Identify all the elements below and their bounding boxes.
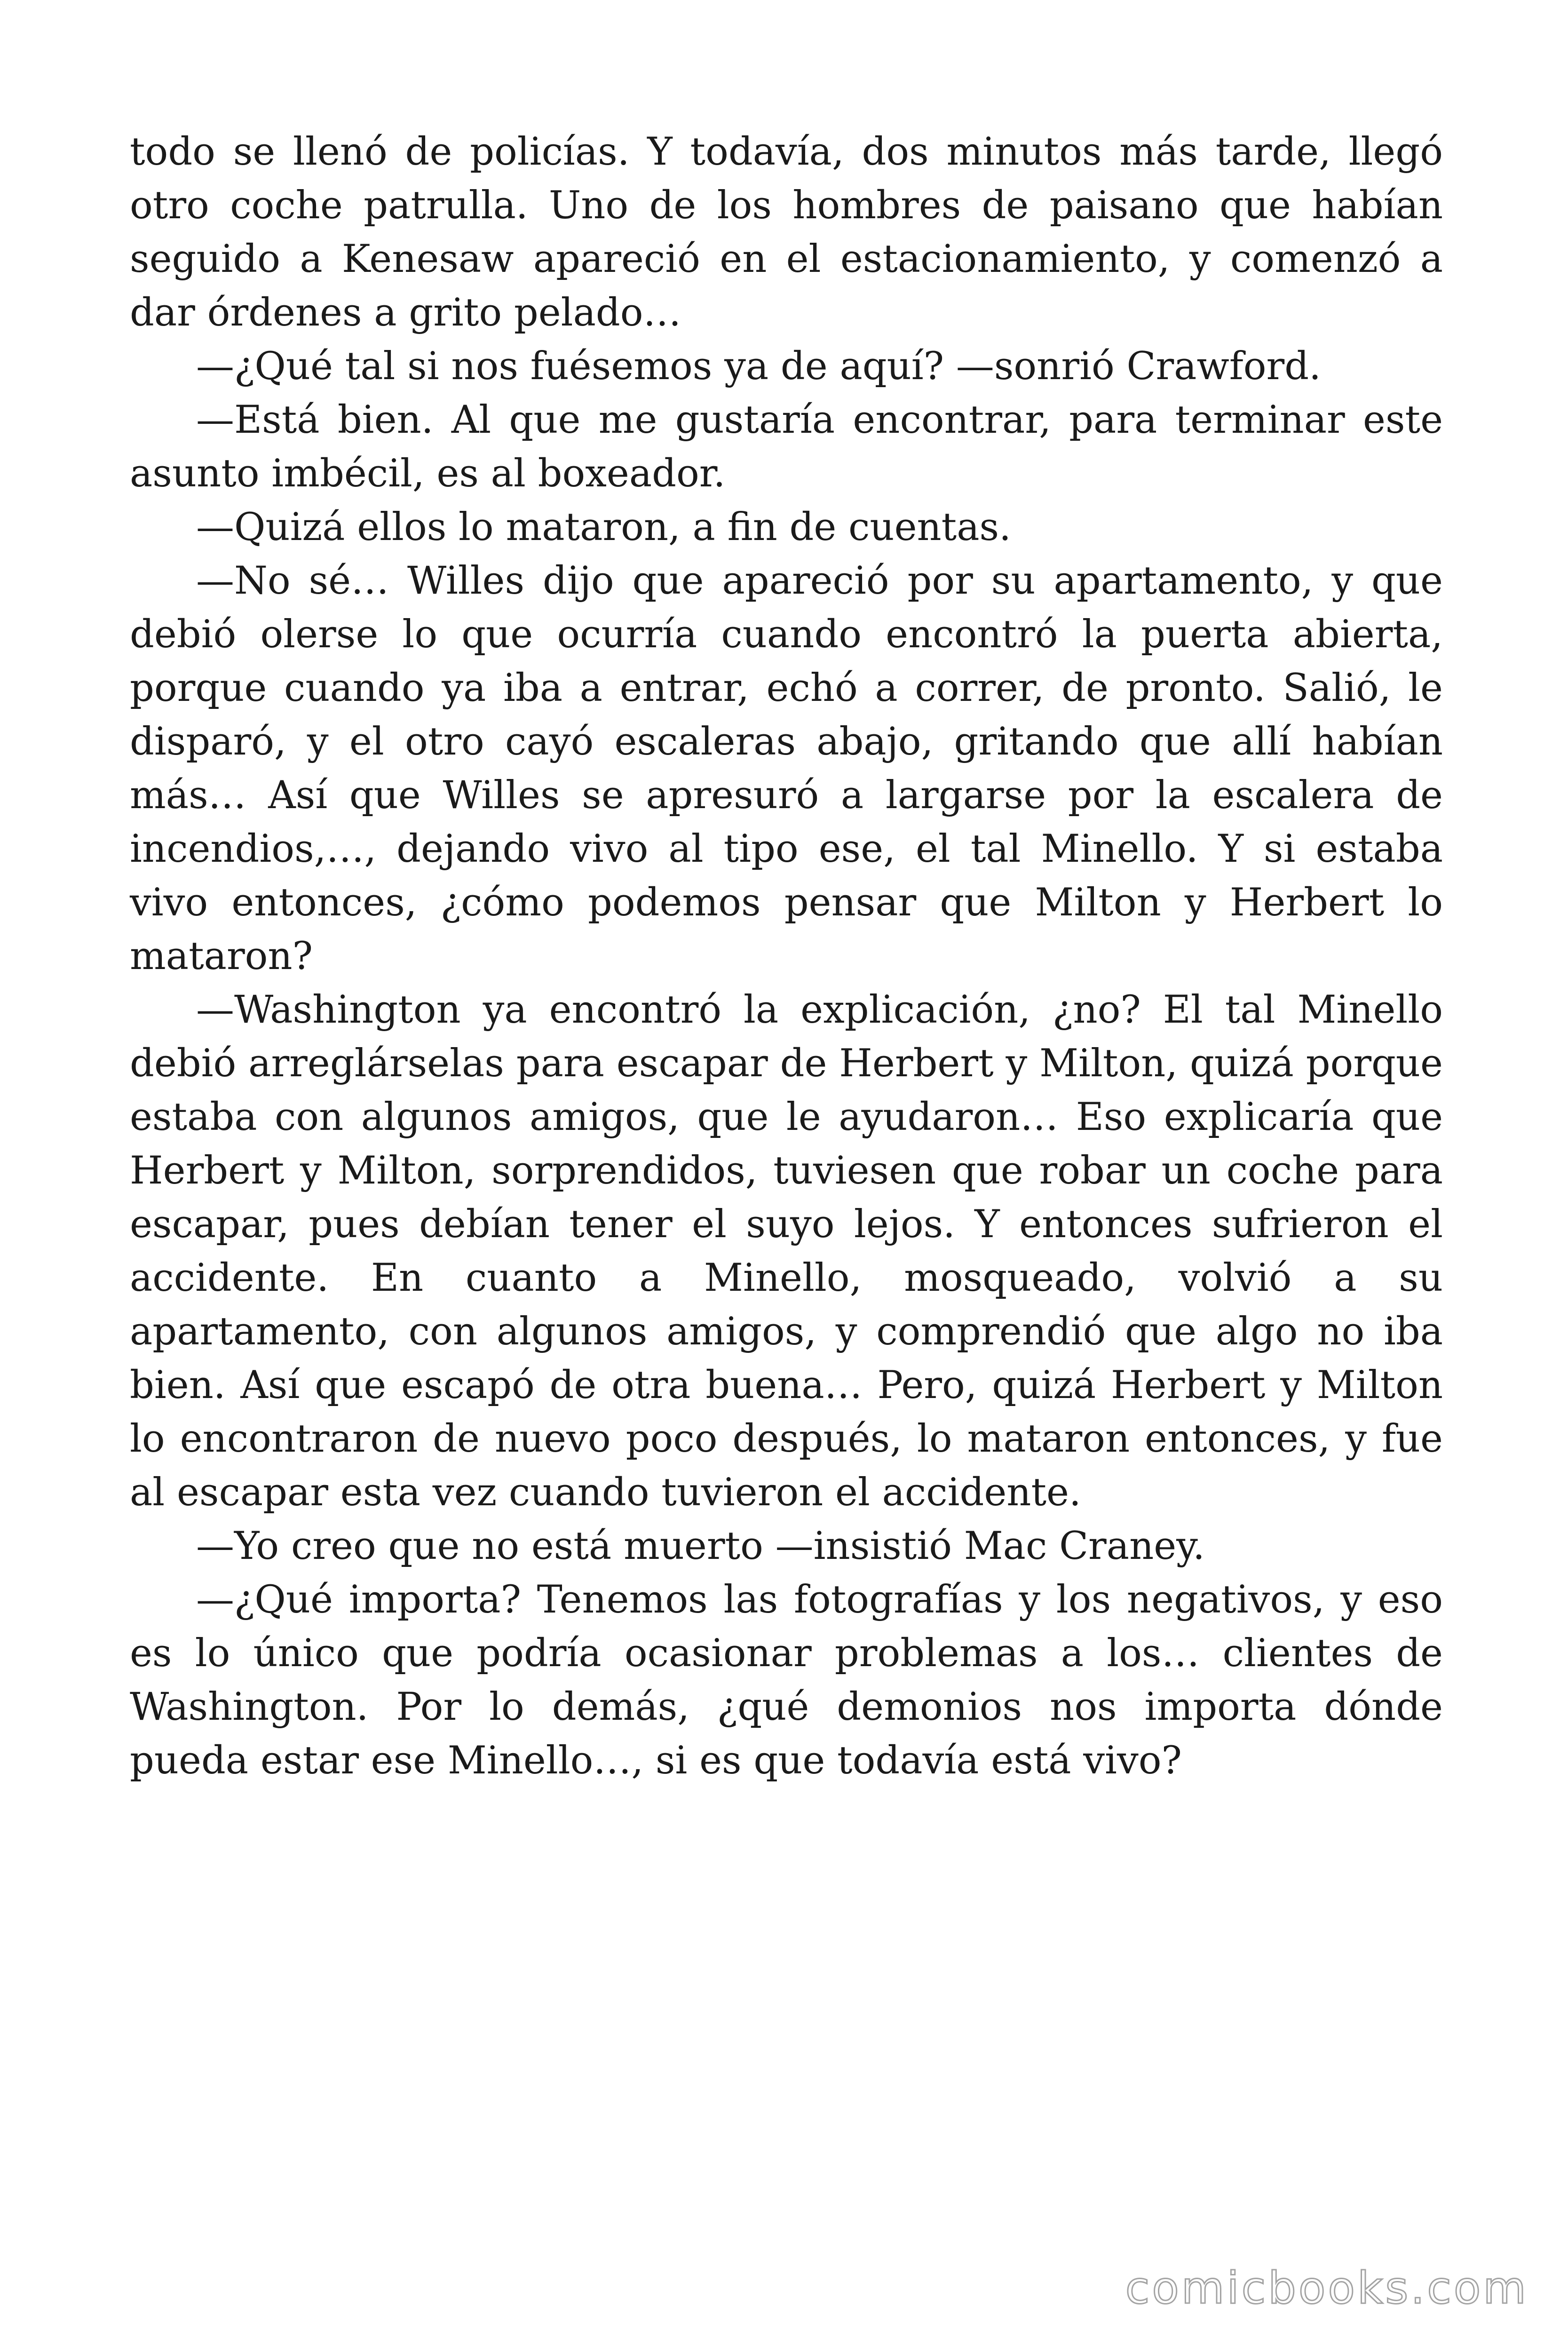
paragraph-8: —¿Qué importa? Tenemos las fotografías y los negativos, y eso es lo único que podría ocasionar problemas a los… clientes de Washington. Por lo demás, ¿qué demonios nos importa dónde pueda estar ese Minello…, si es que todavía está vivo? (130, 1578, 1443, 1783)
paragraph-7: —Yo creo que no está muerto —insistió Mac Craney. (196, 1524, 1205, 1568)
paragraph-3: —Está bien. Al que me gustaría encontrar, para terminar este asunto imbécil, es al boxeador. (130, 398, 1443, 496)
paragraph-1: todo se llenó de policías. Y todavía, dos minutos más tarde, llegó otro coche patrulla. Uno de los hombres de paisano que habían seguido a Kenesaw apareció en el estacionamiento, y comenzó a dar órdenes a grito pelado… (130, 130, 1443, 335)
paragraph-6: —Washington ya encontró la explicación, ¿no? El tal Minello debió arreglárselas para escapar de Herbert y Milton, quizá porque estaba con algunos amigos, que le ayudaron… Eso explicaría que Herbert y Milton, sorprendidos, tuviesen que robar un coche para escapar, pues debían tener el suyo lejos. Y entonces sufrieron el accidente. En cuanto a Minello, mosqueado, volvió a su apartamento, con algunos amigos, y comprendió que algo no iba bien. Así que escapó de otra buena… Pero, quizá Herbert y Milton lo encontraron de nuevo poco después, lo mataron entonces, y fue al escapar esta vez cuando tuvieron el accidente. (130, 988, 1443, 1515)
paragraph-2: —¿Qué tal si nos fuésemos ya de aquí? —sonrió Crawford. (196, 344, 1321, 389)
watermark: comicbooks.com (1125, 2263, 1528, 2314)
paragraph-4: —Quizá ellos lo mataron, a fin de cuentas. (196, 505, 1011, 549)
page-body-text (130, 125, 1443, 1788)
paragraph-5: —No sé… Willes dijo que apareció por su apartamento, y que debió olerse lo que ocurría cuando encontró la puerta abierta, porque cuando ya iba a entrar, echó a correr, de pronto. Salió, le disparó, y el otro cayó escaleras abajo, gritando que allí habían más… Así que Willes se apresuró a largarse por la escalera de incendios,…, dejando vivo al tipo ese, el tal Minello. Y si estaba vivo entonces, ¿cómo podemos pensar que Milton y Herbert lo mataron? (130, 559, 1443, 978)
